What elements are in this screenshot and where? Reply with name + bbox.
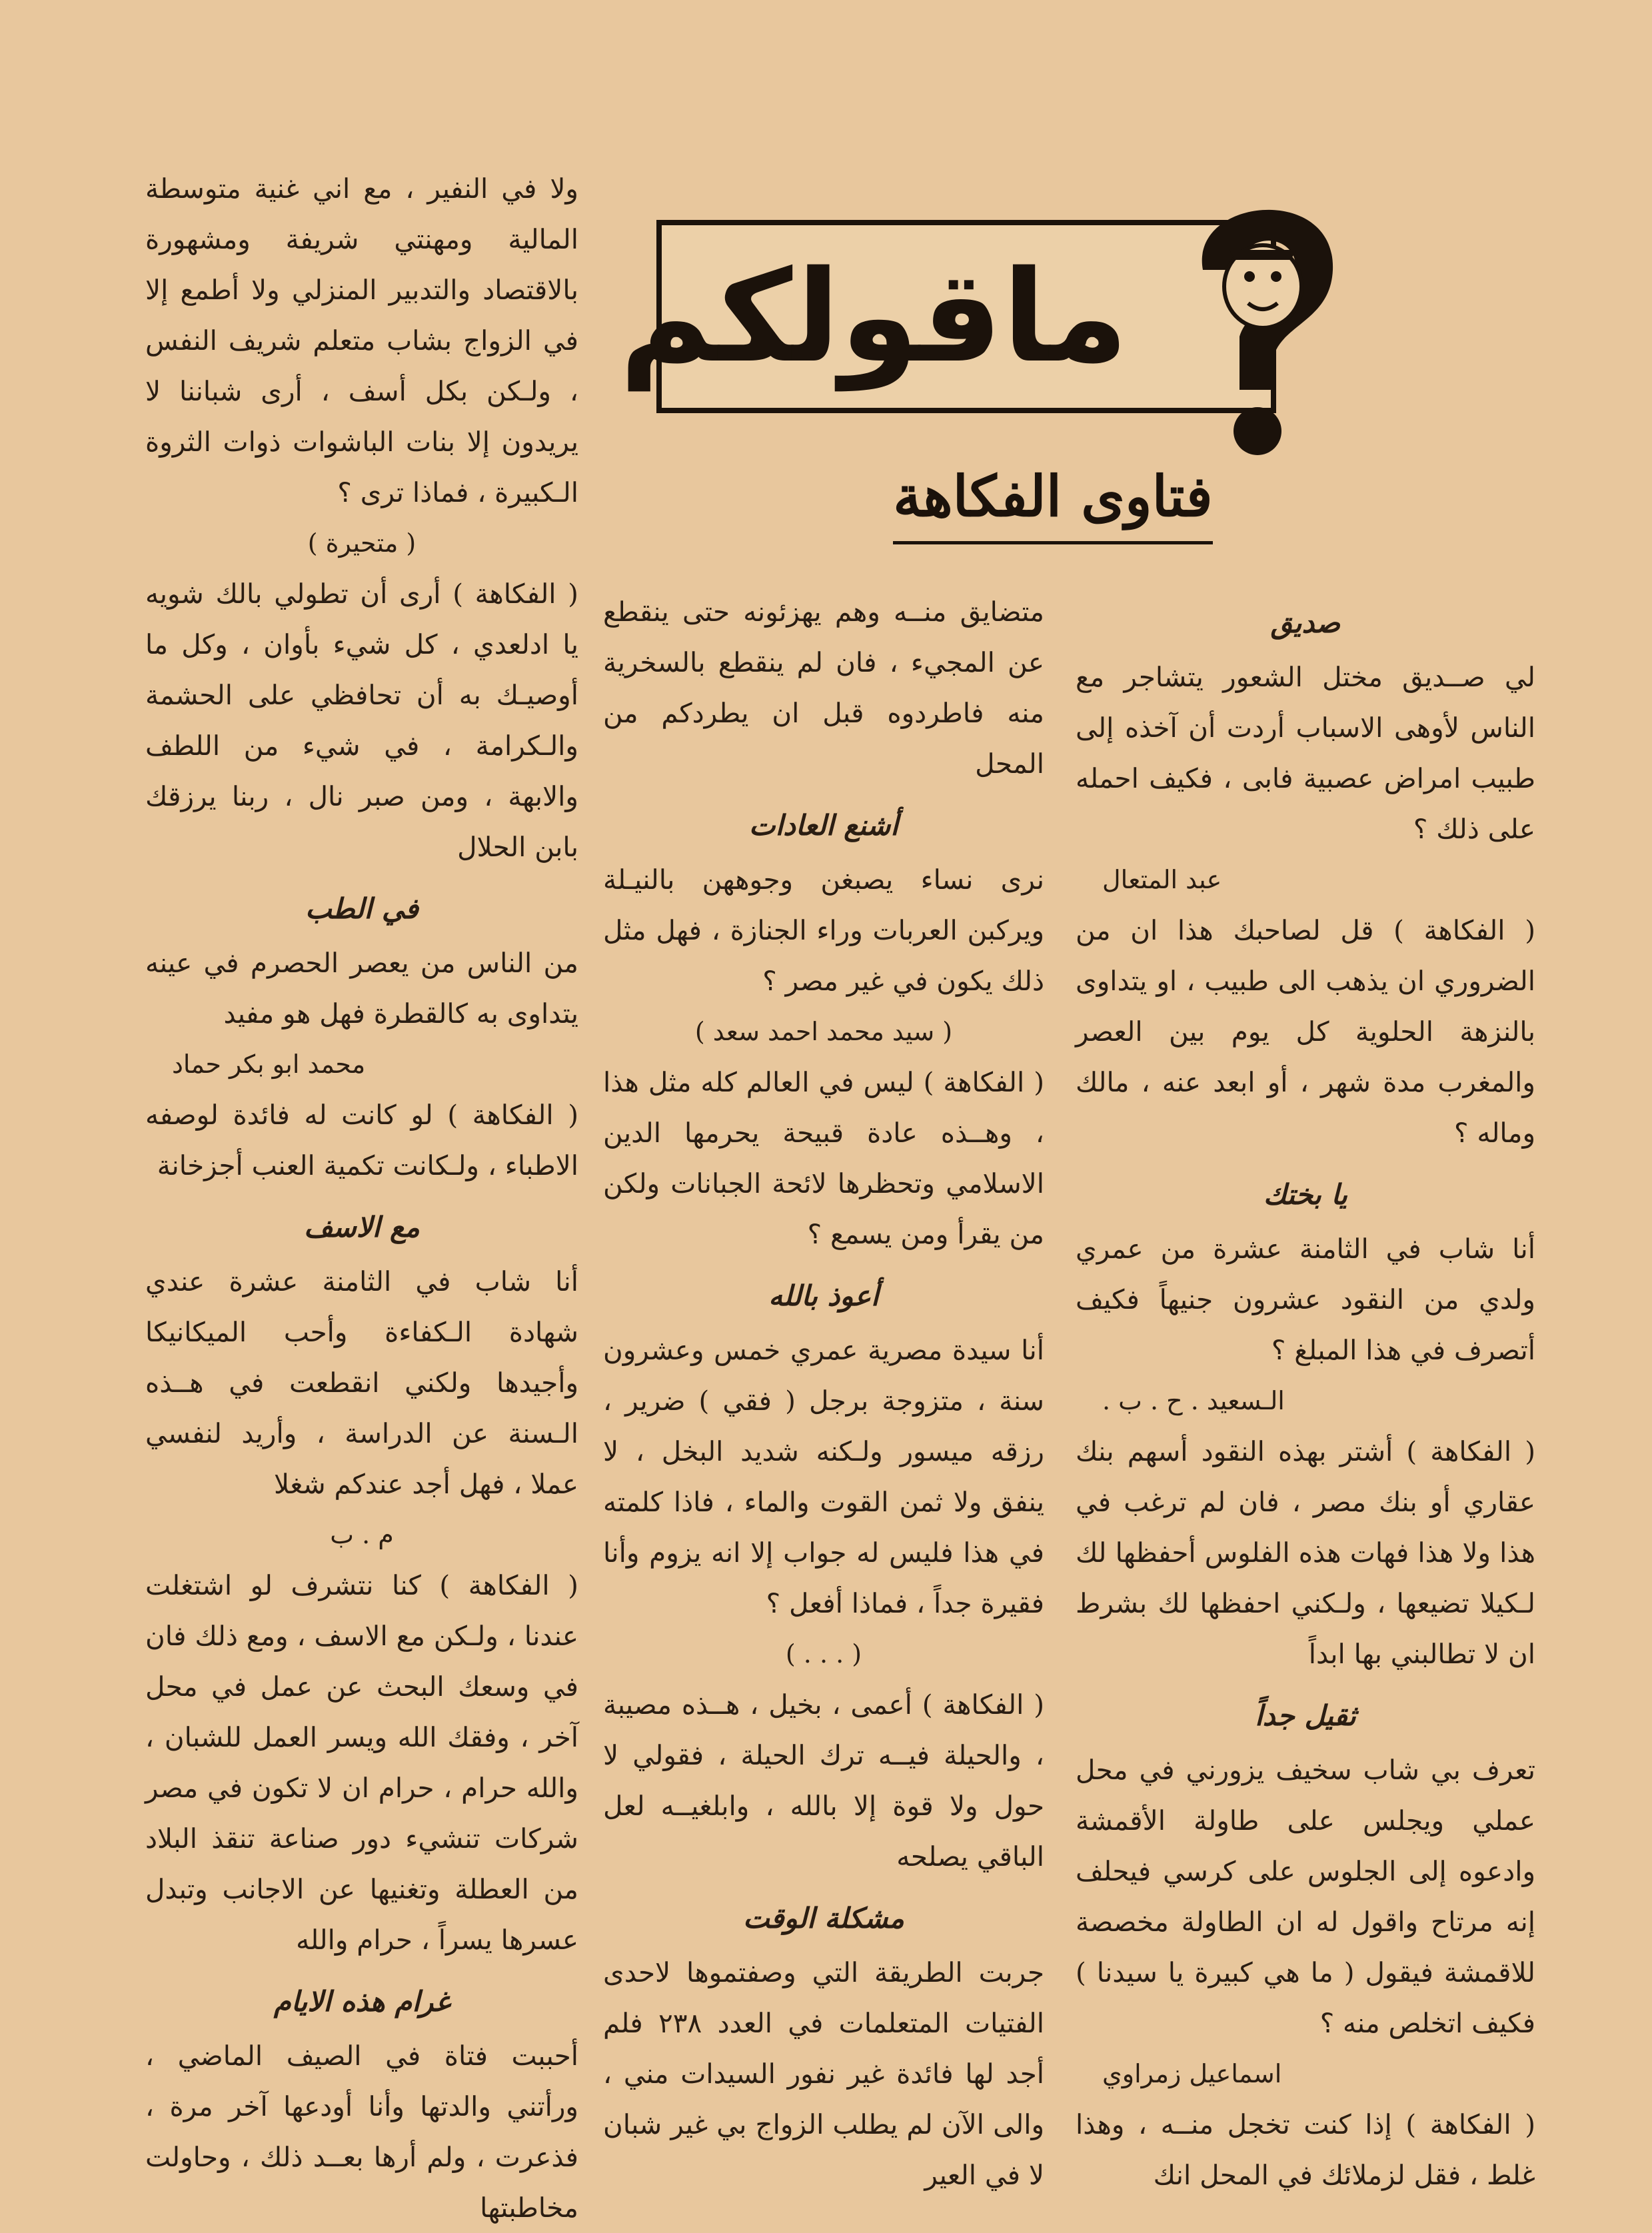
signature: ( سيد محمد احمد سعد )	[694, 1017, 953, 1046]
section-heading: أشنع العادات	[749, 809, 898, 842]
reader-question: من الناس من يعصر الحصرم في عينه يتداوى به كالقطرة فهل هو مفيد	[145, 947, 578, 1030]
reader-question: أنا شاب في الثامنة عشرة عندي شهادة الـكفاءة وأحب الميكانيكا وأجيدها ولكني انقطعت في هــذه الـسنة عن الدراسة ، وأريد لنفسي عملا ، فهل أجد عندكم شغلا	[145, 1265, 578, 1500]
section-heading: غرام هذه الايام	[273, 1985, 450, 2018]
reader-question: نرى نساء يصبغن وجوههن بالنيـلة ويركبن العربات وراء الجنازة ، فهل مثل ذلك يكون في غير مصر ؟	[603, 864, 1044, 997]
reader-question: تعرف بي شاب سخيف يزورني في محل عملي ويجلس على طاولة الأقمشة وادعوه إلى الجلوس على كرسي فيحلف إنه مرتاح واقول له ان الطاولة مخصصة للاقمشة فيقول ( ما هي كبيرة يا سيدنا ) فكيف اتخلص منه ؟	[1076, 1754, 1535, 2039]
question-mark-mascot-illustration	[1176, 170, 1349, 463]
editor-answer: ( الفكاهة ) ليس في العالم كله مثل هذا ، وهــذه عادة قبيحة يحرمها الدين الاسلامي وتحظرها لائحة الجبانات ولكن من يقرأ ومن يسمع ؟	[603, 1066, 1044, 1250]
editor-answer: ( الفكاهة ) إذا كنت تخجل منــه ، وهذا غلط ، فقل لزملائك في المحل انك	[1076, 2108, 1535, 2191]
column-subtitle: فتاوى الفكاهة	[893, 463, 1213, 529]
editor-answer: متضايق منــه وهم يهزئونه حتى ينقطع عن المجيء ، فان لم ينقطع بالسخرية منه فاطردوه قبل ان يطردكم من المحل	[603, 596, 1044, 780]
reader-question: لي صــديق مختل الشعور يتشاجر مع الناس لأوهى الاسباب أردت أن آخذه إلى طبيب امراض عصبية فابى ، فكيف احمله على ذلك ؟	[1076, 661, 1535, 845]
section-heading: أعوذ بالله	[768, 1279, 879, 1312]
reader-question: ولا في النفير ، مع اني غنية متوسطة المالية ومهنتي شريفة ومشهورة بالاقتصاد والتدبير المنزلي ولا أطمع إلا في الزواج بشاب متعلم شريف النفس ، ولـكن بكل أسف ، أرى شباننا لا يريدون إلا بنات الباشوات ذوات الثروة الـكبيرة ، فماذا ترى ؟	[145, 173, 578, 508]
section-heading: ثقيل جداً	[1255, 1699, 1356, 1732]
reader-question: أحببت فتاة في الصيف الماضي ، ورأتني والدتها وأنا أودعها آخر مرة ، فذعرت ، ولم أرها بعــد ذلك ، وحاولت مخاطبتها	[145, 2040, 578, 2224]
reader-question: أنا شاب في الثامنة عشرة من عمري ولدي من النقود عشرون جنيهاً فكيف أتصرف في هذا المبلغ ؟	[1076, 1233, 1535, 1366]
article-column-middle	[603, 586, 1044, 2200]
subtitle-underline	[893, 541, 1213, 544]
signature: عبد المتعال	[1102, 865, 1222, 894]
signature: محمد ابو بكر حماد	[172, 1050, 366, 1079]
editor-answer: ( الفكاهة ) أشتر بهذه النقود أسهم بنك عقاري أو بنك مصر ، فان لم ترغب في هذا ولا هذا فهات هذه الفلوس أحفظها لك لـكيلا تضيعها ، ولـكني احفظها لك بشرط ان لا تطالبني بها ابداً	[1076, 1435, 1535, 1670]
section-heading: في الطب	[305, 892, 418, 925]
signature: ( . . . )	[785, 1639, 862, 1669]
banner-title: ماقولكم	[619, 243, 1128, 390]
signature: ( متحيرة )	[307, 528, 416, 558]
signature: م . ب	[330, 1520, 394, 1549]
section-heading: يا بختك	[1263, 1178, 1347, 1211]
reader-question: أنا سيدة مصرية عمري خمس وعشرون سنة ، متزوجة برجل ( فقي ) ضرير ، رزقه ميسور ولـكنه شديد البخل ، لا ينفق ولا ثمن القوت والماء ، فاذا كلمته في هذا فليس له جواب إلا انه يزوم وأنا فقيرة جداً ، فماذا أفعل ؟	[603, 1334, 1044, 1619]
article-column-right	[1076, 586, 1535, 2200]
editor-answer: ( الفكاهة ) أرى أن تطولي بالك شويه يا ادلعدي ، كل شيء بأوان ، وكل ما أوصيـك به أن تحافظي على الحشمة والـكرامة ، في شيء من اللطف والابهة ، ومن صبر نال ، ربنا يرزقك بابن الحلال	[145, 578, 578, 863]
section-heading: مع الاسف	[304, 1211, 420, 1243]
editor-answer: ( الفكاهة ) أعمى ، بخيل ، هــذه مصيبة ، والحيلة فيــه ترك الحيلة ، فقولي لا حول ولا قوة إلا بالله ، وابلغيــه لعل الباقي يصلحه	[603, 1689, 1044, 1872]
editor-answer: ( الفكاهة ) لو كانت له فائدة لوصفه الاطباء ، ولـكانت تكمية العنب أجزخانة	[145, 1099, 578, 1181]
article-column-left	[145, 163, 578, 2233]
reader-question: جربت الطريقة التي وصفتموها لاحدى الفتيات المتعلمات في العدد ٢٣٨ فلم أجد لها فائدة غير نفور السيدات مني ، والى الآن لم يطلب الزواج بي غير شبان لا في العير	[603, 1956, 1044, 2191]
section-heading: مشكلة الوقت	[743, 1902, 904, 1934]
section-heading: صديق	[1270, 606, 1341, 639]
editor-answer: ( الفكاهة ) كنا نتشرف لو اشتغلت عندنا ، ولـكن مع الاسف ، ومع ذلك فان في وسعك البحث عن عمل في محل آخر ، وفقك الله ويسر العمل للشبان ، والله حرام ، حرام ان لا تكون في مصر شركات تنشيء دور صناعة تنقذ البلاد من العطلة وتغنيها عن الاجانب وتبدل عسرها يسراً ، حرام والله	[145, 1569, 578, 1956]
signature: اسماعيل زمراوي	[1102, 2059, 1282, 2088]
editor-answer: ( الفكاهة ) قل لصاحبك هذا ان من الضروري ان يذهب الى طبيب ، او يتداوى بالنزهة الحلوية كل يوم بين العصر والمغرب مدة شهر ، أو ابعد عنه ، مالك وماله ؟	[1076, 914, 1535, 1149]
signature: الـسعيد . ح . ب .	[1102, 1386, 1285, 1415]
